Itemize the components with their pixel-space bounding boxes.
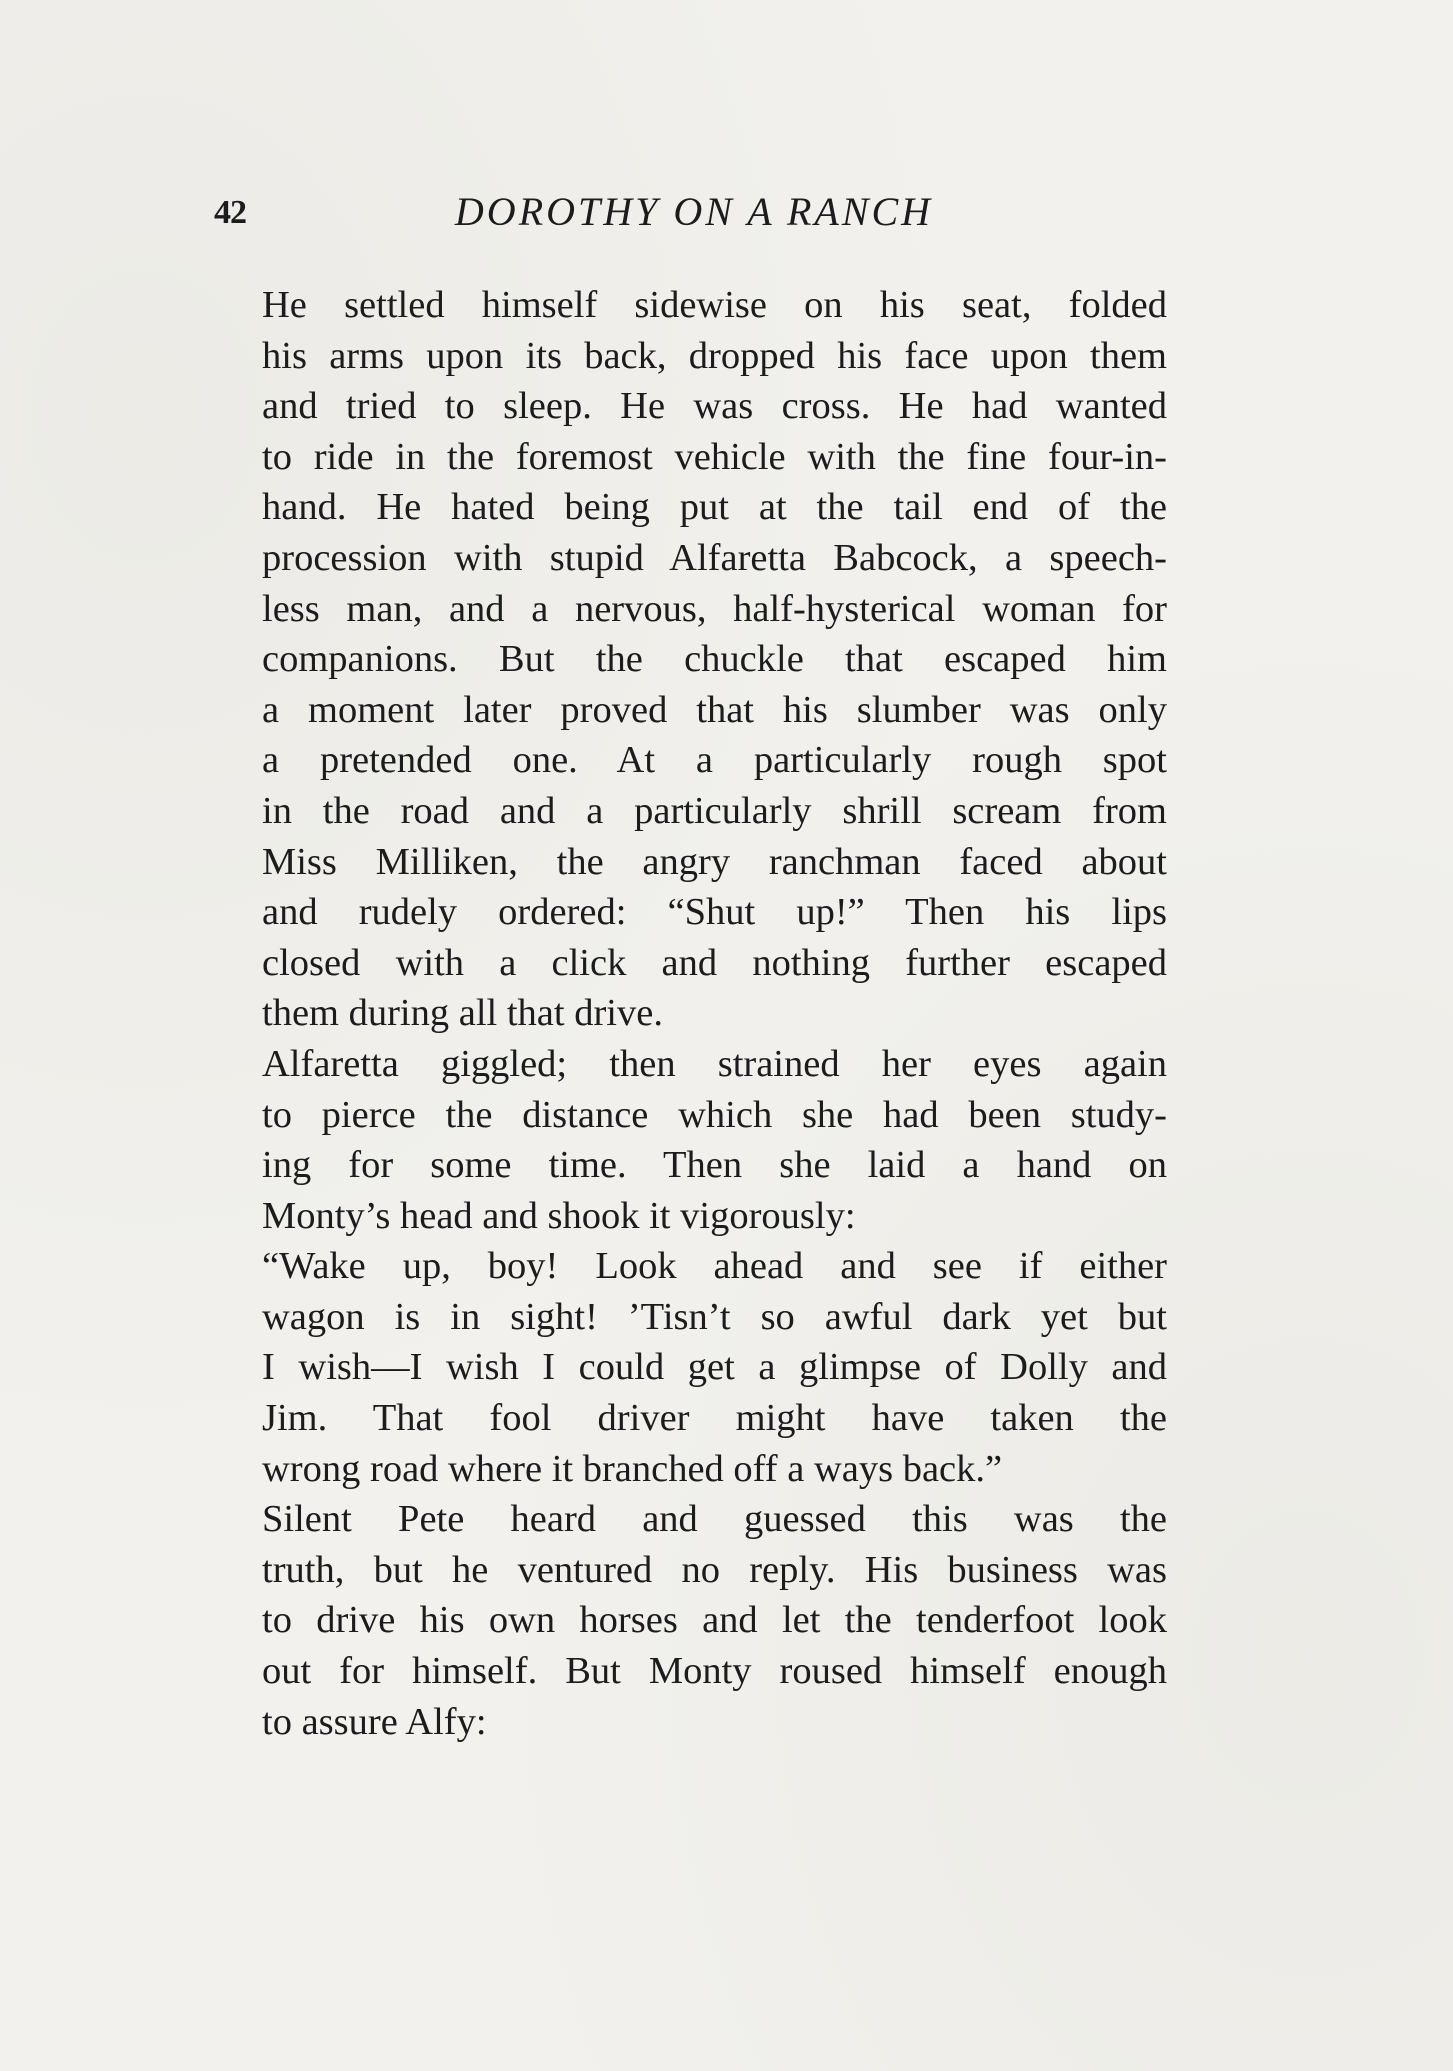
text-line: his arms upon its back, dropped his face upon them <box>262 334 1167 377</box>
text-line: Alfaretta giggled; then strained her eyes again <box>262 1042 1167 1085</box>
text-line: and rudely ordered: “Shut up!” Then his lips <box>262 891 1167 934</box>
text-line: companions. But the chuckle that escaped him <box>262 638 1167 681</box>
text-line: in the road and a particularly shrill scream from <box>262 789 1167 832</box>
running-head <box>214 188 1174 248</box>
text-line: to ride in the foremost vehicle with the fine four-in- <box>262 435 1167 478</box>
text-line: a moment later proved that his slumber was only <box>262 688 1167 731</box>
text-line: and tried to sleep. He was cross. He had wanted <box>262 385 1167 428</box>
text-line: Miss Milliken, the angry ranchman faced about <box>262 840 1167 883</box>
text-line: procession with stupid Alfaretta Babcock, a speech- <box>262 536 1167 579</box>
text-line: closed with a click and nothing further escaped <box>262 941 1167 984</box>
text-line: less man, and a nervous, half-hysterical woman for <box>262 587 1167 630</box>
text-line: to pierce the distance which she had been study- <box>262 1093 1167 1136</box>
paragraph-3 <box>217 1241 1167 1494</box>
paragraph-4 <box>217 1494 1167 1747</box>
paragraph-2 <box>217 1039 1167 1241</box>
text-line: to drive his own horses and let the tenderfoot look <box>262 1599 1167 1642</box>
text-line: He settled himself sidewise on his seat, folded <box>262 284 1167 326</box>
page-number: 42 <box>214 194 246 231</box>
text-line: them during all that drive. <box>262 992 663 1035</box>
text-line: out for himself. But Monty roused himself enough <box>262 1650 1167 1693</box>
text-line: Monty’s head and shook it vigorously: <box>262 1194 856 1237</box>
text-line: I wish—I wish I could get a glimpse of Dolly and <box>262 1346 1167 1389</box>
text-line: ing for some time. Then she laid a hand on <box>262 1144 1167 1187</box>
text-line: truth, but he ventured no reply. His business was <box>262 1548 1167 1591</box>
text-line: a pretended one. At a particularly rough spot <box>262 739 1167 782</box>
body-text <box>217 280 1167 1747</box>
text-line: Jim. That fool driver might have taken the <box>262 1397 1167 1440</box>
text-line: wagon is in sight! ’Tisn’t so awful dark yet but <box>262 1295 1167 1338</box>
text-line: wrong road where it branched off a ways back.” <box>262 1447 1003 1490</box>
text-line: Silent Pete heard and guessed this was the <box>262 1498 1167 1541</box>
text-line: “Wake up, boy! Look ahead and see if either <box>262 1245 1167 1288</box>
paragraph-1 <box>217 280 1167 1039</box>
text-line: to assure Alfy: <box>262 1700 487 1743</box>
text-line: hand. He hated being put at the tail end of the <box>262 486 1167 529</box>
running-title: DOROTHY ON A RANCH <box>454 189 934 234</box>
